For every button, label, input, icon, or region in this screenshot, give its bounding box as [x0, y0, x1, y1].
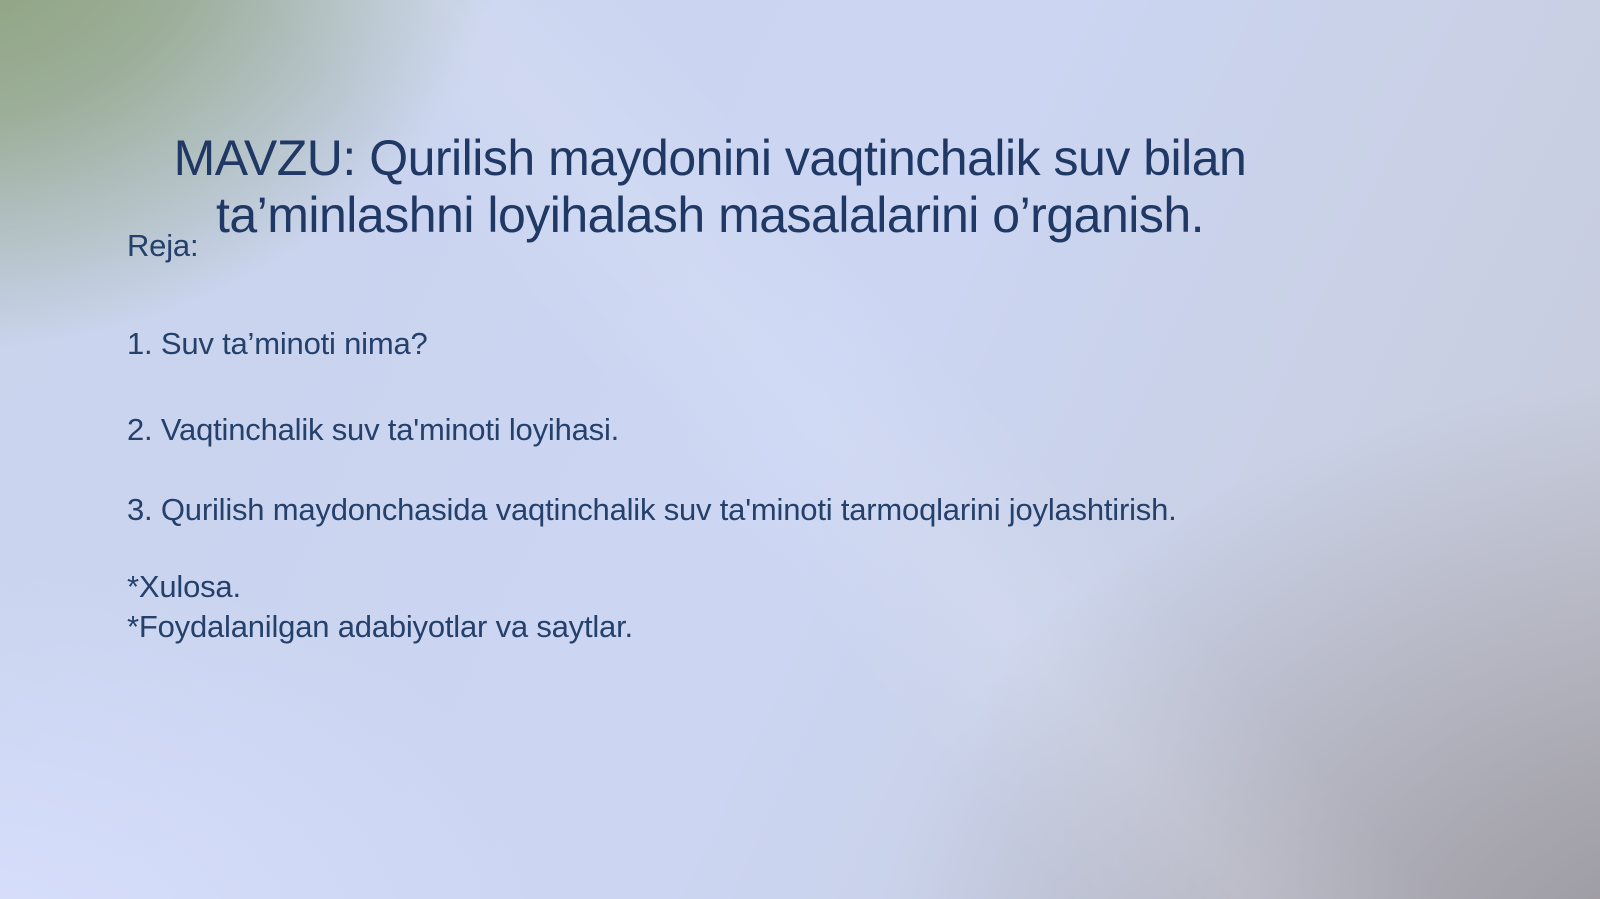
slide-title-line-2: ta’minlashni loyihalash masalalarini o’rganish. [215, 186, 1205, 243]
slide-body [127, 226, 1177, 647]
footnote-conclusion: *Xulosa. [127, 569, 241, 604]
plan-item-1: 1. Suv ta’minoti nima? [127, 326, 428, 361]
plan-item-2: 2. Vaqtinchalik suv ta'minoti loyihasi. [127, 412, 620, 447]
slide-title-line-1: MAVZU: Qurilish maydonini vaqtinchalik suv bilan [173, 129, 1247, 186]
plan-item-3: 3. Qurilish maydonchasida vaqtinchalik suv ta'minoti tarmoqlarini joylashtirish. [127, 492, 1177, 527]
plan-heading: Reja: [127, 228, 199, 263]
footnote-references: *Foydalanilgan adabiyotlar va saytlar. [127, 609, 633, 644]
